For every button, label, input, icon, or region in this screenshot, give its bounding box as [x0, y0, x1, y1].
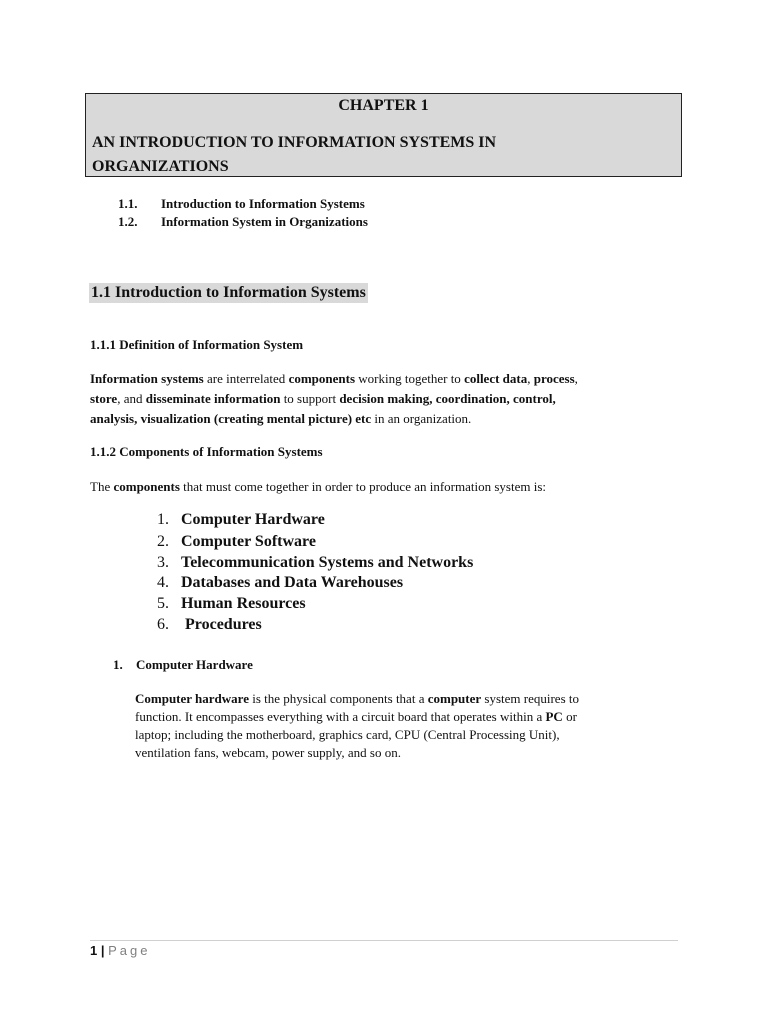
- chapter-title-line-1: AN INTRODUCTION TO INFORMATION SYSTEMS IN: [92, 134, 497, 151]
- hardware-paragraph: [135, 690, 695, 762]
- section-heading: 1.1 Introduction to Information Systems: [91, 284, 366, 301]
- components-intro: The components that must come together in order to produce an information system is:: [90, 479, 547, 494]
- subsection-heading-definition: 1.1.1 Definition of Information System: [90, 337, 304, 352]
- list-item: 4. Databases and Data Warehouses: [157, 574, 404, 591]
- footer-separator: |: [97, 943, 109, 958]
- list-item: 2. Computer Software: [157, 533, 316, 550]
- chapter-title-line-2: ORGANIZATIONS: [92, 158, 229, 175]
- hardware-heading: 1. Computer Hardware: [113, 657, 253, 672]
- list-item: 3. Telecommunication Systems and Networks: [157, 554, 474, 571]
- list-item: 6. Procedures: [157, 616, 262, 633]
- toc-item-number: 1.2.: [118, 214, 138, 229]
- list-item: 5. Human Resources: [157, 595, 306, 612]
- toc-item-label: Information System in Organizations: [161, 214, 368, 229]
- toc-item-label: Introduction to Information Systems: [161, 196, 365, 211]
- paragraph-line: ventilation fans, webcam, power supply, and so on.: [135, 745, 401, 760]
- chapter-number: CHAPTER 1: [338, 97, 429, 114]
- chapter-title: [92, 131, 652, 179]
- paragraph-line: store, and disseminate information to support decision making, coordination, control,: [90, 391, 556, 406]
- list-item: 1. Computer Hardware: [157, 511, 325, 528]
- page-word: Page: [108, 943, 151, 958]
- subsection-heading-components: 1.1.2 Components of Information Systems: [90, 444, 323, 459]
- toc-item-number: 1.1.: [118, 196, 138, 211]
- paragraph-line: analysis, visualization (creating mental picture) etc in an organization.: [90, 411, 472, 426]
- definition-paragraph: [90, 369, 690, 429]
- chapter-header-box: [85, 93, 682, 177]
- footer-divider: [90, 940, 678, 941]
- page-footer: [90, 943, 150, 958]
- paragraph-line: function. It encompasses everything with a circuit board that operates within a PC or: [135, 709, 577, 724]
- toc-item: [118, 214, 368, 230]
- page-number: 1: [90, 943, 98, 958]
- toc-item: [118, 196, 365, 212]
- paragraph-line: Information systems are interrelated components working together to collect data, process,: [90, 371, 578, 386]
- paragraph-line: laptop; including the motherboard, graphics card, CPU (Central Processing Unit),: [135, 727, 560, 742]
- paragraph-line: Computer hardware is the physical components that a computer system requires to: [135, 691, 579, 706]
